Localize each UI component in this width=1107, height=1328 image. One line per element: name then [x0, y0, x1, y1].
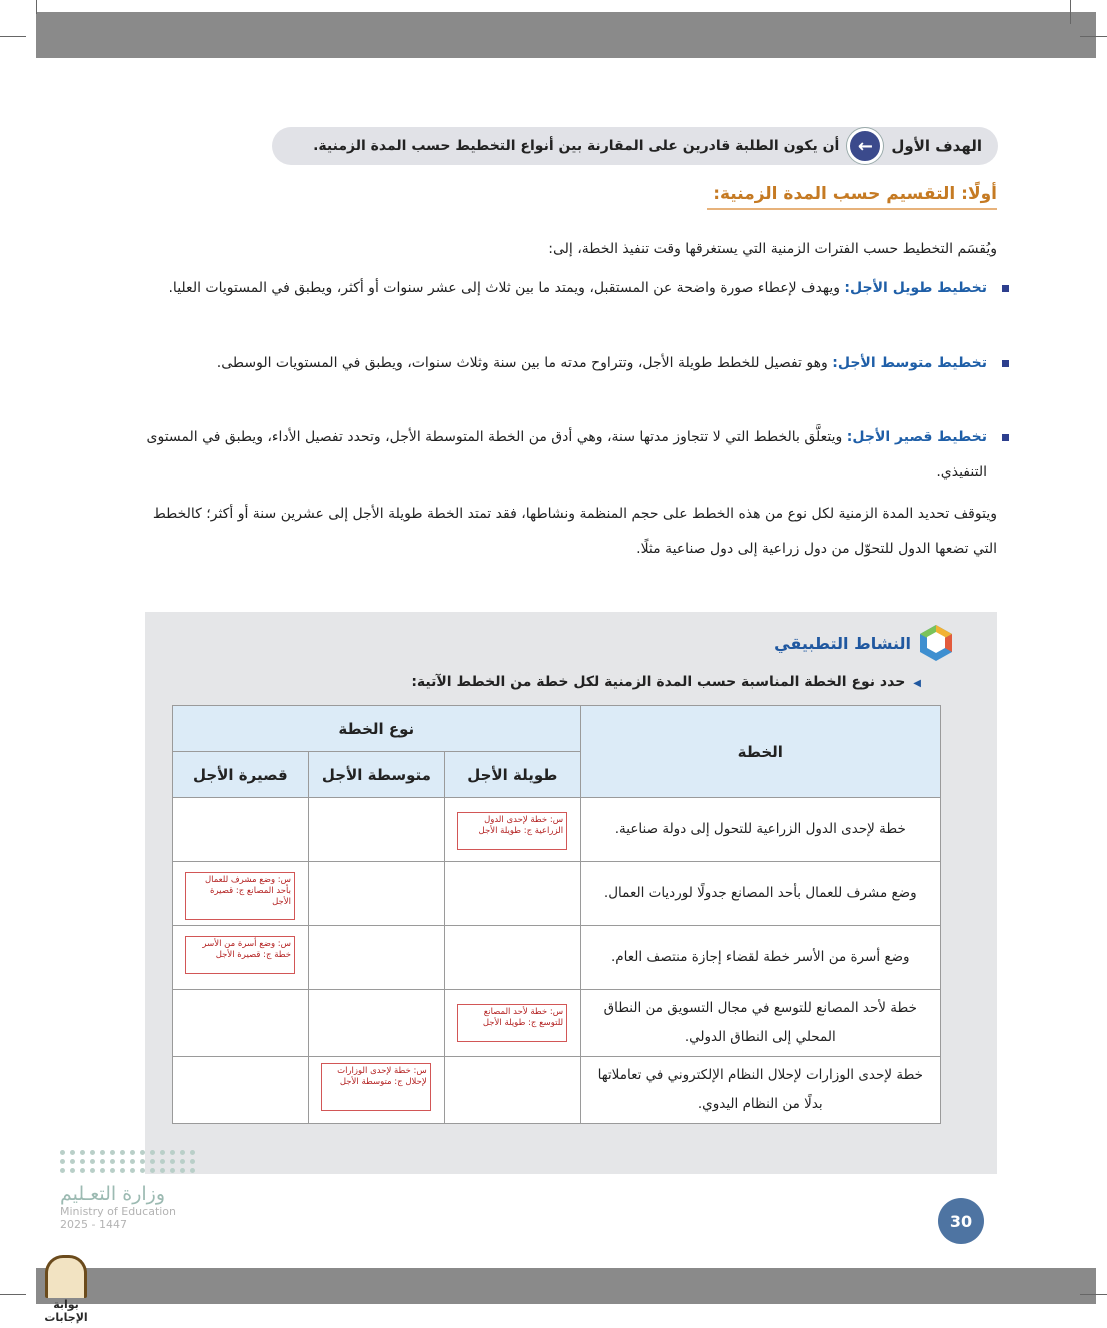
answer-note: س: خطة لإحدى الوزارات لإحلال ج: متوسطة الأجل [321, 1063, 431, 1111]
objective-title: الهدف الأول [891, 137, 982, 155]
long-term-cell[interactable] [445, 990, 580, 1057]
header-plan-type: نوع الخطة [173, 706, 581, 752]
table-row [173, 990, 941, 1057]
activity-instruction [411, 674, 921, 690]
objective-text: أن يكون الطلبة قادرين على المقارنة بين أنواع التخطيط حسب المدة الزمنية. [313, 138, 840, 154]
header-plan: الخطة [580, 706, 940, 798]
answers-portal-logo [30, 1255, 102, 1324]
activity-hexagon-icon [919, 624, 953, 662]
table-row [173, 798, 941, 862]
short-term-cell[interactable] [173, 862, 309, 926]
medium-term-cell[interactable] [308, 926, 444, 990]
activity-header [774, 624, 953, 662]
page-number: 30 [938, 1198, 984, 1244]
crop-mark [1080, 36, 1107, 37]
short-term-cell[interactable] [173, 1057, 309, 1124]
portal-label: بوابة الإجابات [44, 1298, 88, 1324]
ministry-logo [60, 1150, 200, 1231]
medium-term-cell[interactable] [308, 862, 444, 926]
ministry-dots-logo [60, 1150, 200, 1173]
plans-table [172, 705, 941, 1124]
medium-term-cell[interactable] [308, 1057, 444, 1124]
objective-banner [272, 127, 998, 165]
intro-paragraph: ويُقسَم التخطيط حسب الفترات الزمنية التي يستغرقها وقت تنفيذ الخطة، إلى: [548, 241, 997, 257]
plan-cell: خطة لإحدى الدول الزراعية للتحول إلى دولة صناعية. [580, 798, 940, 862]
bullet-text: وهو تفصيل للخطط طويلة الأجل، وتتراوح مدته ما بين سنة وثلاث سنوات، ويطبق في المستويات الوسطى. [216, 355, 833, 371]
bullet-medium-term [145, 346, 987, 381]
mosque-dome-icon [45, 1255, 87, 1298]
short-term-cell[interactable] [173, 926, 309, 990]
bullet-text: ويتعلَّق بالخطط التي لا تتجاوز مدتها سنة، وهي أدق من الخطة المتوسطة الأجل، وتحدد تفصيل الأداء، ويطبق في المستوى التنفيذي. [146, 429, 987, 480]
answer-note: س: خطة لأحد المصانع للتوسع ج: طويلة الأجل [457, 1004, 567, 1042]
medium-term-cell[interactable] [308, 798, 444, 862]
bullet-term: تخطيط متوسط الأجل: [832, 355, 987, 371]
bullet-square-icon [1002, 434, 1009, 441]
instruction-text: حدد نوع الخطة المناسبة حسب المدة الزمنية لكل خطة من الخطط الآتية: [411, 674, 906, 690]
section-title: أولًا: التقسيم حسب المدة الزمنية: [707, 184, 997, 210]
crop-mark [1080, 1294, 1107, 1295]
table-row [173, 862, 941, 926]
ministry-name-english: Ministry of Education [60, 1205, 177, 1218]
activity-title: النشاط التطبيقي [774, 633, 911, 653]
plan-cell: خطة لإحدى الوزارات لإحلال النظام الإلكتروني في تعاملاتها بدلًا من النظام اليدوي. [580, 1057, 940, 1124]
crop-mark [1070, 0, 1071, 24]
header-long-term: طويلة الأجل [445, 752, 580, 798]
bullet-short-term [145, 420, 987, 490]
long-term-cell[interactable] [445, 798, 580, 862]
header-short-term: قصيرة الأجل [173, 752, 309, 798]
medium-term-cell[interactable] [308, 990, 444, 1057]
bullet-square-icon [1002, 360, 1009, 367]
answer-note: س: وضع أسرة من الأسر خطة ج: قصيرة الأجل [185, 936, 295, 974]
bullet-long-term [145, 271, 987, 306]
ministry-name-arabic: وزارة التعـليم [60, 1183, 166, 1205]
arrow-left-icon: ← [847, 128, 883, 164]
bullet-term: تخطيط طويل الأجل: [844, 280, 987, 296]
ministry-year: 2025 - 1447 [60, 1218, 127, 1231]
table-row [173, 926, 941, 990]
bullet-text: ويهدف لإعطاء صورة واضحة عن المستقبل، ويمتد ما بين ثلاث إلى عشر سنوات أو أكثر، ويطبق في المستويات العليا. [168, 280, 845, 296]
answer-note: س: خطة لإحدى الدول الزراعية ج: طويلة الأجل [457, 812, 567, 850]
long-term-cell[interactable] [445, 1057, 580, 1124]
long-term-cell[interactable] [445, 926, 580, 990]
triangle-left-icon: ◀ [913, 678, 921, 689]
plan-cell: وضع أسرة من الأسر خطة لقضاء إجازة منتصف العام. [580, 926, 940, 990]
crop-mark [0, 1294, 26, 1295]
table-row [173, 1057, 941, 1124]
bullet-term: تخطيط قصير الأجل: [846, 429, 987, 445]
crop-mark [0, 36, 26, 37]
closing-paragraph: ويتوقف تحديد المدة الزمنية لكل نوع من هذه الخطط على حجم المنظمة ونشاطها، فقد تمتد الخطة طويلة الأجل إلى عشرين سنة أو أكثر؛ كالخطط التي تضعها الدول للتحوّل من دول زراعية إلى دول صناعية مثلًا. [152, 506, 997, 557]
plan-cell: وضع مشرف للعمال بأحد المصانع جدولًا لورديات العمال. [580, 862, 940, 926]
short-term-cell[interactable] [173, 798, 309, 862]
top-gray-bar [36, 12, 1096, 58]
bottom-gray-bar [36, 1268, 1096, 1304]
plan-cell: خطة لأحد المصانع للتوسع في مجال التسويق من النطاق المحلي إلى النطاق الدولي. [580, 990, 940, 1057]
bullet-square-icon [1002, 285, 1009, 292]
header-medium-term: متوسطة الأجل [308, 752, 444, 798]
long-term-cell[interactable] [445, 862, 580, 926]
answer-note: س: وضع مشرف للعمال بأحد المصانع ج: قصيرة الأجل [185, 872, 295, 920]
crop-mark [36, 0, 37, 14]
short-term-cell[interactable] [173, 990, 309, 1057]
